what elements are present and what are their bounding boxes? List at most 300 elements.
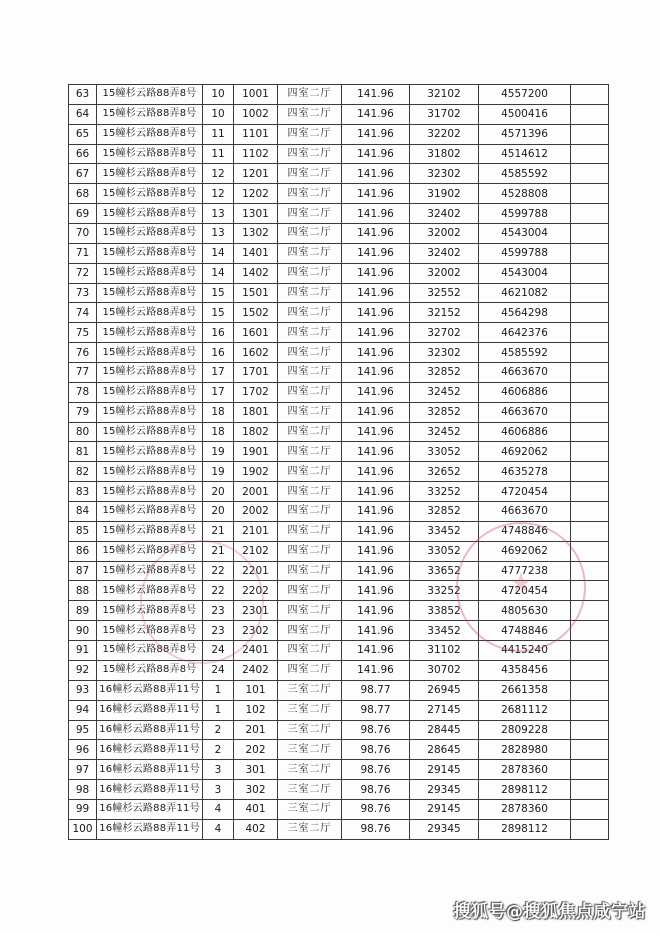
total-price-cell: 4415240 — [479, 641, 571, 661]
table-row — [69, 799, 609, 819]
blank-remark-cell — [571, 641, 609, 661]
room-number-cell: 1701 — [234, 363, 278, 383]
floor-cell: 15 — [203, 303, 234, 323]
blank-remark-cell — [571, 343, 609, 363]
floor-cell: 1 — [203, 700, 234, 720]
floor-cell: 22 — [203, 561, 234, 581]
blank-remark-cell — [571, 780, 609, 800]
room-number-cell: 1902 — [234, 462, 278, 482]
floor-cell: 17 — [203, 382, 234, 402]
total-price-cell: 4621082 — [479, 283, 571, 303]
row-number-cell: 86 — [69, 541, 97, 561]
row-number-cell: 88 — [69, 581, 97, 601]
layout-cell: 四室二厅 — [278, 482, 342, 502]
unit-price-cell: 33252 — [410, 482, 479, 502]
layout-cell: 四室二厅 — [278, 184, 342, 204]
area-cell: 141.96 — [342, 382, 410, 402]
layout-cell: 四室二厅 — [278, 85, 342, 105]
blank-remark-cell — [571, 502, 609, 522]
table-row — [69, 621, 609, 641]
area-cell: 98.76 — [342, 760, 410, 780]
floor-cell: 23 — [203, 621, 234, 641]
area-cell: 98.77 — [342, 680, 410, 700]
total-price-cell: 4720454 — [479, 482, 571, 502]
area-cell: 141.96 — [342, 343, 410, 363]
row-number-cell: 84 — [69, 502, 97, 522]
unit-price-cell: 32202 — [410, 124, 479, 144]
floor-cell: 14 — [203, 263, 234, 283]
floor-cell: 13 — [203, 224, 234, 244]
row-number-cell: 78 — [69, 382, 97, 402]
total-price-cell: 4635278 — [479, 462, 571, 482]
floor-cell: 2 — [203, 740, 234, 760]
row-number-cell: 68 — [69, 184, 97, 204]
unit-price-cell: 31802 — [410, 144, 479, 164]
row-number-cell: 81 — [69, 442, 97, 462]
table-row — [69, 224, 609, 244]
floor-cell: 11 — [203, 144, 234, 164]
room-number-cell: 1301 — [234, 204, 278, 224]
area-cell: 98.76 — [342, 740, 410, 760]
unit-price-cell: 33852 — [410, 601, 479, 621]
table-row — [69, 502, 609, 522]
layout-cell: 四室二厅 — [278, 641, 342, 661]
layout-cell: 四室二厅 — [278, 502, 342, 522]
total-price-cell: 2898112 — [479, 819, 571, 839]
layout-cell: 四室二厅 — [278, 442, 342, 462]
table-row — [69, 482, 609, 502]
floor-cell: 4 — [203, 819, 234, 839]
blank-remark-cell — [571, 382, 609, 402]
row-number-cell: 79 — [69, 402, 97, 422]
total-price-cell: 2898112 — [479, 780, 571, 800]
floor-cell: 16 — [203, 323, 234, 343]
total-price-cell: 4642376 — [479, 323, 571, 343]
blank-remark-cell — [571, 283, 609, 303]
room-number-cell: 1401 — [234, 243, 278, 263]
room-number-cell: 402 — [234, 819, 278, 839]
row-number-cell: 90 — [69, 621, 97, 641]
blank-remark-cell — [571, 442, 609, 462]
room-number-cell: 201 — [234, 720, 278, 740]
blank-remark-cell — [571, 680, 609, 700]
total-price-cell: 4599788 — [479, 204, 571, 224]
table-row — [69, 541, 609, 561]
building-address-cell: 15幢杉云路88弄8号 — [97, 323, 203, 343]
building-address-cell: 15幢杉云路88弄8号 — [97, 442, 203, 462]
layout-cell: 四室二厅 — [278, 382, 342, 402]
floor-cell: 23 — [203, 601, 234, 621]
total-price-cell: 4805630 — [479, 601, 571, 621]
row-number-cell: 77 — [69, 363, 97, 383]
building-address-cell: 15幢杉云路88弄8号 — [97, 621, 203, 641]
floor-cell: 20 — [203, 482, 234, 502]
room-number-cell: 101 — [234, 680, 278, 700]
blank-remark-cell — [571, 760, 609, 780]
building-address-cell: 16幢杉云路88弄11号 — [97, 680, 203, 700]
floor-cell: 3 — [203, 780, 234, 800]
room-number-cell: 2301 — [234, 601, 278, 621]
table-row — [69, 124, 609, 144]
layout-cell: 四室二厅 — [278, 521, 342, 541]
table-row — [69, 303, 609, 323]
total-price-cell: 4663670 — [479, 363, 571, 383]
layout-cell: 四室二厅 — [278, 263, 342, 283]
room-number-cell: 1601 — [234, 323, 278, 343]
area-cell: 141.96 — [342, 303, 410, 323]
room-number-cell: 202 — [234, 740, 278, 760]
building-address-cell: 15幢杉云路88弄8号 — [97, 422, 203, 442]
building-address-cell: 15幢杉云路88弄8号 — [97, 641, 203, 661]
room-number-cell: 1901 — [234, 442, 278, 462]
table-row — [69, 85, 609, 105]
total-price-cell: 4606886 — [479, 422, 571, 442]
unit-price-cell: 29145 — [410, 799, 479, 819]
unit-price-cell: 32302 — [410, 343, 479, 363]
room-number-cell: 2302 — [234, 621, 278, 641]
area-cell: 141.96 — [342, 363, 410, 383]
floor-cell: 14 — [203, 243, 234, 263]
layout-cell: 四室二厅 — [278, 541, 342, 561]
row-number-cell: 67 — [69, 164, 97, 184]
building-address-cell: 15幢杉云路88弄8号 — [97, 581, 203, 601]
layout-cell: 四室二厅 — [278, 124, 342, 144]
layout-cell: 四室二厅 — [278, 343, 342, 363]
unit-price-cell: 32852 — [410, 363, 479, 383]
layout-cell: 四室二厅 — [278, 581, 342, 601]
source-watermark: 搜狐号@搜狐焦点咸宁站 — [453, 902, 646, 922]
floor-cell: 20 — [203, 502, 234, 522]
room-number-cell: 1201 — [234, 164, 278, 184]
unit-price-cell: 29345 — [410, 780, 479, 800]
room-number-cell: 1001 — [234, 85, 278, 105]
room-number-cell: 1202 — [234, 184, 278, 204]
row-number-cell: 63 — [69, 85, 97, 105]
layout-cell: 四室二厅 — [278, 402, 342, 422]
room-number-cell: 1802 — [234, 422, 278, 442]
unit-price-cell: 32702 — [410, 323, 479, 343]
room-number-cell: 302 — [234, 780, 278, 800]
floor-cell: 21 — [203, 521, 234, 541]
table-row — [69, 363, 609, 383]
area-cell: 141.96 — [342, 601, 410, 621]
layout-cell: 三室二厅 — [278, 720, 342, 740]
area-cell: 98.76 — [342, 799, 410, 819]
layout-cell: 四室二厅 — [278, 164, 342, 184]
floor-cell: 13 — [203, 204, 234, 224]
unit-price-cell: 28645 — [410, 740, 479, 760]
building-address-cell: 15幢杉云路88弄8号 — [97, 283, 203, 303]
total-price-cell: 2661358 — [479, 680, 571, 700]
building-address-cell: 16幢杉云路88弄11号 — [97, 780, 203, 800]
total-price-cell: 4692062 — [479, 442, 571, 462]
row-number-cell: 72 — [69, 263, 97, 283]
layout-cell: 四室二厅 — [278, 243, 342, 263]
total-price-cell: 4748846 — [479, 521, 571, 541]
building-address-cell: 15幢杉云路88弄8号 — [97, 243, 203, 263]
unit-price-cell: 31902 — [410, 184, 479, 204]
floor-cell: 4 — [203, 799, 234, 819]
floor-cell: 3 — [203, 760, 234, 780]
table-row — [69, 323, 609, 343]
row-number-cell: 76 — [69, 343, 97, 363]
building-address-cell: 15幢杉云路88弄8号 — [97, 561, 203, 581]
row-number-cell: 95 — [69, 720, 97, 740]
room-number-cell: 2102 — [234, 541, 278, 561]
blank-remark-cell — [571, 124, 609, 144]
room-number-cell: 1602 — [234, 343, 278, 363]
layout-cell: 三室二厅 — [278, 780, 342, 800]
table-row — [69, 601, 609, 621]
row-number-cell: 74 — [69, 303, 97, 323]
table-row — [69, 740, 609, 760]
area-cell: 141.96 — [342, 442, 410, 462]
floor-cell: 24 — [203, 641, 234, 661]
room-number-cell: 2202 — [234, 581, 278, 601]
building-address-cell: 15幢杉云路88弄8号 — [97, 482, 203, 502]
area-cell: 141.96 — [342, 402, 410, 422]
building-address-cell: 15幢杉云路88弄8号 — [97, 104, 203, 124]
table-row — [69, 422, 609, 442]
floor-cell: 10 — [203, 85, 234, 105]
building-address-cell: 15幢杉云路88弄8号 — [97, 502, 203, 522]
unit-price-cell: 28445 — [410, 720, 479, 740]
floor-cell: 16 — [203, 343, 234, 363]
building-address-cell: 15幢杉云路88弄8号 — [97, 204, 203, 224]
room-number-cell: 2401 — [234, 641, 278, 661]
blank-remark-cell — [571, 85, 609, 105]
row-number-cell: 66 — [69, 144, 97, 164]
area-cell: 141.96 — [342, 561, 410, 581]
blank-remark-cell — [571, 422, 609, 442]
room-number-cell: 1302 — [234, 224, 278, 244]
table-row — [69, 144, 609, 164]
blank-remark-cell — [571, 184, 609, 204]
blank-remark-cell — [571, 164, 609, 184]
row-number-cell: 82 — [69, 462, 97, 482]
room-number-cell: 1402 — [234, 263, 278, 283]
area-cell: 141.96 — [342, 422, 410, 442]
area-cell: 141.96 — [342, 462, 410, 482]
row-number-cell: 83 — [69, 482, 97, 502]
unit-price-cell: 26945 — [410, 680, 479, 700]
unit-price-cell: 32002 — [410, 224, 479, 244]
layout-cell: 三室二厅 — [278, 799, 342, 819]
room-number-cell: 2201 — [234, 561, 278, 581]
floor-cell: 19 — [203, 442, 234, 462]
room-number-cell: 1102 — [234, 144, 278, 164]
table-row — [69, 521, 609, 541]
layout-cell: 三室二厅 — [278, 700, 342, 720]
building-address-cell: 15幢杉云路88弄8号 — [97, 343, 203, 363]
total-price-cell: 4606886 — [479, 382, 571, 402]
unit-price-cell: 33452 — [410, 621, 479, 641]
table-row — [69, 760, 609, 780]
total-price-cell: 4571396 — [479, 124, 571, 144]
building-address-cell: 15幢杉云路88弄8号 — [97, 660, 203, 680]
floor-cell: 11 — [203, 124, 234, 144]
row-number-cell: 75 — [69, 323, 97, 343]
area-cell: 98.77 — [342, 700, 410, 720]
building-address-cell: 15幢杉云路88弄8号 — [97, 541, 203, 561]
building-address-cell: 15幢杉云路88弄8号 — [97, 124, 203, 144]
total-price-cell: 4528808 — [479, 184, 571, 204]
row-number-cell: 69 — [69, 204, 97, 224]
blank-remark-cell — [571, 819, 609, 839]
row-number-cell: 94 — [69, 700, 97, 720]
row-number-cell: 85 — [69, 521, 97, 541]
floor-cell: 21 — [203, 541, 234, 561]
building-address-cell: 15幢杉云路88弄8号 — [97, 521, 203, 541]
floor-cell: 1 — [203, 680, 234, 700]
area-cell: 141.96 — [342, 521, 410, 541]
layout-cell: 三室二厅 — [278, 760, 342, 780]
area-cell: 141.96 — [342, 184, 410, 204]
table-row — [69, 641, 609, 661]
blank-remark-cell — [571, 323, 609, 343]
blank-remark-cell — [571, 462, 609, 482]
table-row — [69, 283, 609, 303]
unit-price-cell: 33252 — [410, 581, 479, 601]
room-number-cell: 1501 — [234, 283, 278, 303]
unit-price-cell: 32852 — [410, 402, 479, 422]
building-address-cell: 16幢杉云路88弄11号 — [97, 799, 203, 819]
row-number-cell: 89 — [69, 601, 97, 621]
area-cell: 98.76 — [342, 780, 410, 800]
unit-price-cell: 32402 — [410, 243, 479, 263]
unit-price-cell: 33052 — [410, 442, 479, 462]
total-price-cell: 4692062 — [479, 541, 571, 561]
unit-price-cell: 32002 — [410, 263, 479, 283]
row-number-cell: 70 — [69, 224, 97, 244]
unit-price-cell: 33452 — [410, 521, 479, 541]
area-cell: 141.96 — [342, 263, 410, 283]
table-row — [69, 819, 609, 839]
blank-remark-cell — [571, 561, 609, 581]
total-price-cell: 4557200 — [479, 85, 571, 105]
total-price-cell: 4543004 — [479, 263, 571, 283]
floor-cell: 24 — [203, 660, 234, 680]
blank-remark-cell — [571, 601, 609, 621]
table-row — [69, 780, 609, 800]
room-number-cell: 2002 — [234, 502, 278, 522]
total-price-cell: 4748846 — [479, 621, 571, 641]
blank-remark-cell — [571, 263, 609, 283]
price-list-table — [68, 84, 609, 840]
area-cell: 141.96 — [342, 502, 410, 522]
unit-price-cell: 32852 — [410, 502, 479, 522]
floor-cell: 12 — [203, 164, 234, 184]
total-price-cell: 4500416 — [479, 104, 571, 124]
total-price-cell: 2878360 — [479, 799, 571, 819]
floor-cell: 19 — [203, 462, 234, 482]
table-row — [69, 660, 609, 680]
area-cell: 141.96 — [342, 660, 410, 680]
area-cell: 141.96 — [342, 243, 410, 263]
building-address-cell: 16幢杉云路88弄11号 — [97, 819, 203, 839]
building-address-cell: 15幢杉云路88弄8号 — [97, 224, 203, 244]
table-row — [69, 243, 609, 263]
area-cell: 98.76 — [342, 720, 410, 740]
layout-cell: 四室二厅 — [278, 224, 342, 244]
floor-cell: 22 — [203, 581, 234, 601]
building-address-cell: 16幢杉云路88弄11号 — [97, 700, 203, 720]
total-price-cell: 4777238 — [479, 561, 571, 581]
area-cell: 141.96 — [342, 323, 410, 343]
unit-price-cell: 32552 — [410, 283, 479, 303]
unit-price-cell: 33652 — [410, 561, 479, 581]
table-body — [69, 85, 609, 840]
floor-cell: 18 — [203, 402, 234, 422]
area-cell: 98.76 — [342, 819, 410, 839]
blank-remark-cell — [571, 224, 609, 244]
layout-cell: 四室二厅 — [278, 462, 342, 482]
blank-remark-cell — [571, 303, 609, 323]
room-number-cell: 1002 — [234, 104, 278, 124]
blank-remark-cell — [571, 799, 609, 819]
blank-remark-cell — [571, 144, 609, 164]
unit-price-cell: 30702 — [410, 660, 479, 680]
row-number-cell: 96 — [69, 740, 97, 760]
area-cell: 141.96 — [342, 224, 410, 244]
table-row — [69, 204, 609, 224]
row-number-cell: 97 — [69, 760, 97, 780]
layout-cell: 四室二厅 — [278, 303, 342, 323]
table-row — [69, 561, 609, 581]
blank-remark-cell — [571, 621, 609, 641]
building-address-cell: 15幢杉云路88弄8号 — [97, 363, 203, 383]
total-price-cell: 4543004 — [479, 224, 571, 244]
table-row — [69, 462, 609, 482]
row-number-cell: 91 — [69, 641, 97, 661]
total-price-cell: 4663670 — [479, 402, 571, 422]
unit-price-cell: 29345 — [410, 819, 479, 839]
blank-remark-cell — [571, 104, 609, 124]
table-row — [69, 343, 609, 363]
area-cell: 141.96 — [342, 581, 410, 601]
row-number-cell: 71 — [69, 243, 97, 263]
unit-price-cell: 31102 — [410, 641, 479, 661]
room-number-cell: 1801 — [234, 402, 278, 422]
blank-remark-cell — [571, 541, 609, 561]
building-address-cell: 15幢杉云路88弄8号 — [97, 85, 203, 105]
total-price-cell: 2681112 — [479, 700, 571, 720]
blank-remark-cell — [571, 521, 609, 541]
floor-cell: 18 — [203, 422, 234, 442]
layout-cell: 四室二厅 — [278, 660, 342, 680]
area-cell: 141.96 — [342, 204, 410, 224]
area-cell: 141.96 — [342, 283, 410, 303]
layout-cell: 四室二厅 — [278, 144, 342, 164]
building-address-cell: 15幢杉云路88弄8号 — [97, 462, 203, 482]
area-cell: 141.96 — [342, 482, 410, 502]
total-price-cell: 2878360 — [479, 760, 571, 780]
room-number-cell: 1502 — [234, 303, 278, 323]
building-address-cell: 15幢杉云路88弄8号 — [97, 164, 203, 184]
room-number-cell: 2001 — [234, 482, 278, 502]
blank-remark-cell — [571, 700, 609, 720]
unit-price-cell: 29145 — [410, 760, 479, 780]
building-address-cell: 15幢杉云路88弄8号 — [97, 184, 203, 204]
row-number-cell: 87 — [69, 561, 97, 581]
unit-price-cell: 32152 — [410, 303, 479, 323]
row-number-cell: 80 — [69, 422, 97, 442]
row-number-cell: 99 — [69, 799, 97, 819]
building-address-cell: 15幢杉云路88弄8号 — [97, 303, 203, 323]
layout-cell: 四室二厅 — [278, 323, 342, 343]
blank-remark-cell — [571, 581, 609, 601]
unit-price-cell: 33052 — [410, 541, 479, 561]
